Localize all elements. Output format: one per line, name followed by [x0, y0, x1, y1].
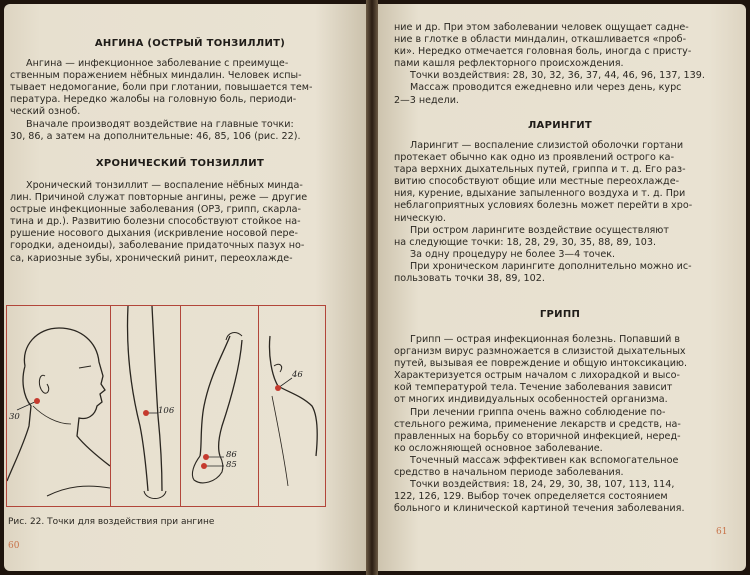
heading-angina: АНГИНА (ОСТРЫЙ ТОНЗИЛЛИТ) [94, 38, 286, 49]
heading-flu: ГРИПП [539, 309, 581, 320]
text-line: неблагоприятных условиях болезнь может перейти в хро- [394, 200, 693, 212]
text-line: ническую. [394, 212, 446, 224]
text-line: пользовать точки 38, 89, 102. [394, 273, 545, 285]
text-line: ния, курение, вдыхание запыленного воздуха и т. д. При [394, 188, 686, 200]
text-line: 30, 86, а затем на дополнительные: 46, 85, 106 (рис. 22). [10, 131, 301, 143]
text-line: Характеризуется острым началом с лихорадкой и высо- [394, 370, 680, 382]
figure-panel-hand [180, 306, 259, 506]
head-illustration [7, 306, 110, 505]
text-line: ческий озноб. [10, 106, 81, 118]
text-line: путей, вызывая ее повреждение и общую интоксикацию. [394, 358, 688, 370]
chronic-tonsillitis-description [10, 180, 336, 265]
text-line: организм вирус размножается в слизистой дыхательных [394, 346, 686, 358]
text-line: ние и др. При этом заболевании человек ощущает садне- [394, 22, 689, 33]
text-line: рушение носового дыхания (искривление носовой пере- [10, 228, 299, 240]
chronic-tonsillitis-continued [394, 22, 726, 107]
text-line: больного и клинической картиной течения заболевания. [394, 503, 685, 515]
point-label-85: 85 [226, 460, 237, 470]
text-line: ние в глотке в области миндалин, откашливается «проб- [394, 34, 687, 46]
book-gutter [366, 0, 378, 575]
text-line: Ларингит — воспаление слизистой оболочки гортани [410, 140, 684, 151]
text-line: тина и др.). Развитию болезни способствуют стойкое на- [10, 216, 301, 228]
text-line: лин. Причиной служат повторные ангины, реже — другие [10, 192, 308, 204]
text-line: 122, 126, 129. Выбор точек определяется состоянием [394, 491, 668, 503]
figure-22-acupressure-points [6, 305, 326, 507]
text-line: Вначале производят воздействие на главные точки: [26, 119, 294, 130]
text-line: ственным поражением нёбных миндалин. Человек испы- [10, 70, 302, 82]
text-line: Точки воздействия: 18, 24, 29, 30, 38, 107, 113, 114, [410, 479, 675, 491]
text-line: ки». Нередко отмечается головная боль, иногда с присту- [394, 46, 692, 58]
text-line: Массаж проводится ежедневно или через день, курс [410, 82, 682, 94]
angina-description [10, 58, 336, 118]
heading-chronic-tonsillitis: ХРОНИЧЕСКИЙ ТОНЗИЛЛИТ [95, 158, 265, 169]
text-line: 2—3 недели. [394, 94, 459, 106]
text-line: Грипп — острая инфекционная болезнь. Попавший в [410, 334, 681, 345]
text-line: При остром ларингите воздействие осуществляют [410, 224, 669, 236]
text-line: ко осложняющей основное заболевание. [394, 442, 603, 454]
flu-description [394, 334, 726, 515]
page-number-right: 61 [716, 527, 728, 537]
shoulder-illustration [258, 306, 324, 505]
text-line: стельного режима, применение лекарств и средств, на- [394, 418, 681, 430]
figure-caption: Рис. 22. Точки для воздействия при ангине [8, 517, 215, 527]
text-line: витию способствуют общие или местные переохлажде- [394, 176, 680, 188]
hand-illustration [180, 306, 258, 505]
text-line: Хронический тонзиллит — воспаление нёбных минда- [26, 180, 303, 191]
heading-laryngitis: ЛАРИНГИТ [527, 120, 593, 131]
text-line: Точечный массаж эффективен как вспомогательное [410, 454, 679, 466]
point-label-30: 30 [9, 412, 20, 422]
text-line: средство в начальном периоде заболевания. [394, 467, 624, 479]
text-line: са, кариозные зубы, хронический ринит, переохлажде- [10, 252, 293, 264]
text-line: пами кашля рефлекторного происхождения. [394, 58, 624, 70]
figure-panel-forearm [110, 306, 181, 506]
text-line: от многих индивидуальных особенностей организма. [394, 394, 668, 406]
text-line: тара верхних дыхательных путей, гриппа и т. д. Его раз- [394, 164, 686, 176]
text-line: Ангина — инфекционное заболевание с преимуще- [26, 58, 289, 69]
text-line: на следующие точки: 18, 28, 29, 30, 35, 88, 89, 103. [394, 236, 657, 248]
text-line: тывает недомогание, боли при глотании, повышается тем- [10, 82, 313, 94]
point-label-46: 46 [292, 370, 303, 380]
figure-panel-head [7, 306, 111, 506]
point-label-86: 86 [226, 450, 237, 460]
figure-panel-shoulder [258, 306, 324, 506]
laryngitis-description [394, 140, 726, 285]
point-label-106: 106 [158, 406, 175, 416]
text-line: При лечении гриппа очень важно соблюдение по- [410, 406, 666, 418]
text-line: пература. Нередко жалобы на головную боль, периоди- [10, 94, 297, 106]
text-line: За одну процедуру не более 3—4 точек. [410, 248, 616, 260]
text-line: Точки воздействия: 28, 30, 32, 36, 37, 44, 46, 96, 137, 139. [410, 70, 705, 82]
text-line: острые инфекционные заболевания (ОРЗ, грипп, скарла- [10, 204, 301, 216]
text-line: правленных на борьбу со вторичной инфекцией, неред- [394, 430, 681, 442]
text-line: кой температурой тела. Течение заболевания зависит [394, 382, 673, 394]
text-line: При хроническом ларингите дополнительно можно ис- [410, 260, 692, 272]
angina-points-text [10, 119, 336, 143]
text-line: протекает обычно как одно из проявлений острого ка- [394, 152, 675, 164]
page-number-left: 60 [8, 541, 20, 551]
text-line: городки, аденоиды), заболевание придаточных пазух но- [10, 240, 305, 252]
